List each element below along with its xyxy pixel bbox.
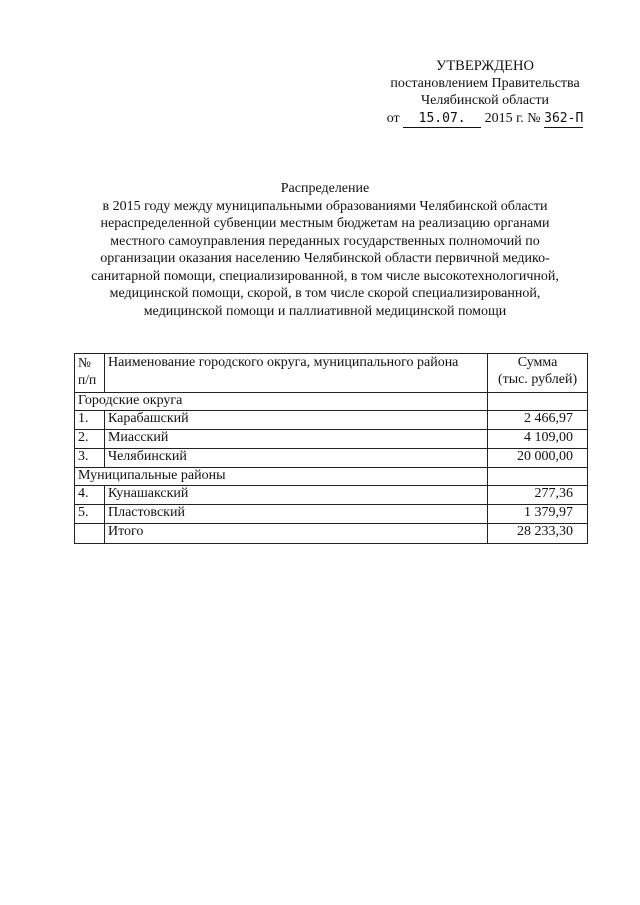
header-sum-cell	[488, 354, 588, 393]
approval-number: 362-П	[544, 111, 584, 126]
approval-prefix: от	[386, 111, 400, 126]
heading-line: организации оказания населению Челябинской области первичной медико-	[100, 251, 550, 266]
header-sum-unit: (тыс. рублей)	[497, 372, 578, 387]
header-number-symbol: №	[78, 355, 91, 370]
section-label: Городские округа	[75, 393, 488, 411]
section-empty-cell	[488, 468, 588, 486]
section-label: Муниципальные районы	[75, 468, 488, 486]
header-name-cell: Наименование городского округа, муниципального района	[104, 354, 487, 393]
table-row	[75, 430, 588, 449]
header-sum-title: Сумма	[517, 355, 558, 370]
heading-line: медицинской помощи и паллиативной медицинской помощи	[143, 303, 507, 319]
row-sum: 2 466,97	[488, 411, 588, 430]
row-number: 3.	[75, 449, 105, 468]
row-sum: 4 109,00	[488, 430, 588, 449]
row-sum: 277,36	[488, 486, 588, 505]
row-sum: 1 379,97	[488, 505, 588, 524]
row-name: Кунашакский	[104, 486, 487, 505]
table-row	[75, 486, 588, 505]
heading-line: в 2015 году между муниципальными образованиями Челябинской области	[102, 198, 548, 214]
header-number-cell	[75, 354, 105, 393]
section-empty-cell	[488, 393, 588, 411]
table-row	[75, 411, 588, 430]
heading-line: нераспределенной субвенции местным бюджетам на реализацию органами	[100, 216, 550, 231]
heading-line: медицинской помощи, скорой, в том числе скорой специализированной,	[109, 286, 541, 301]
approval-line-1: постановлением Правительства	[390, 76, 580, 91]
row-number: 5.	[75, 505, 105, 524]
total-sum: 28 233,30	[488, 524, 588, 544]
approval-date: 15.07.	[403, 110, 481, 128]
approval-year: 2015 г. №	[484, 111, 541, 126]
header-number-abbr: п/п	[78, 372, 97, 387]
heading-title: Распределение	[280, 181, 370, 196]
row-number: 1.	[75, 411, 105, 430]
section-row-municipal-districts	[75, 468, 588, 486]
row-number: 2.	[75, 430, 105, 449]
heading-line: местного самоуправления переданных государственных полномочий по	[110, 233, 540, 249]
section-row-city-districts	[75, 393, 588, 411]
row-name: Карабашский	[104, 411, 487, 430]
distribution-table	[74, 353, 588, 544]
approval-title: УТВЕРЖДЕНО	[436, 58, 534, 74]
table-row	[75, 505, 588, 524]
total-row	[75, 524, 588, 544]
total-label: Итого	[104, 524, 487, 544]
total-empty-cell	[75, 524, 105, 544]
approval-block	[360, 58, 610, 128]
row-name: Челябинский	[104, 449, 487, 468]
row-name: Миасский	[104, 430, 487, 449]
approval-date-line	[360, 110, 610, 128]
heading-line: санитарной помощи, специализированной, в том числе высокотехнологичной,	[91, 268, 559, 284]
table-header-row	[75, 354, 588, 393]
document-heading	[60, 180, 590, 320]
table-row	[75, 449, 588, 468]
row-number: 4.	[75, 486, 105, 505]
row-sum: 20 000,00	[488, 449, 588, 468]
approval-line-2: Челябинской области	[421, 93, 549, 108]
row-name: Пластовский	[104, 505, 487, 524]
